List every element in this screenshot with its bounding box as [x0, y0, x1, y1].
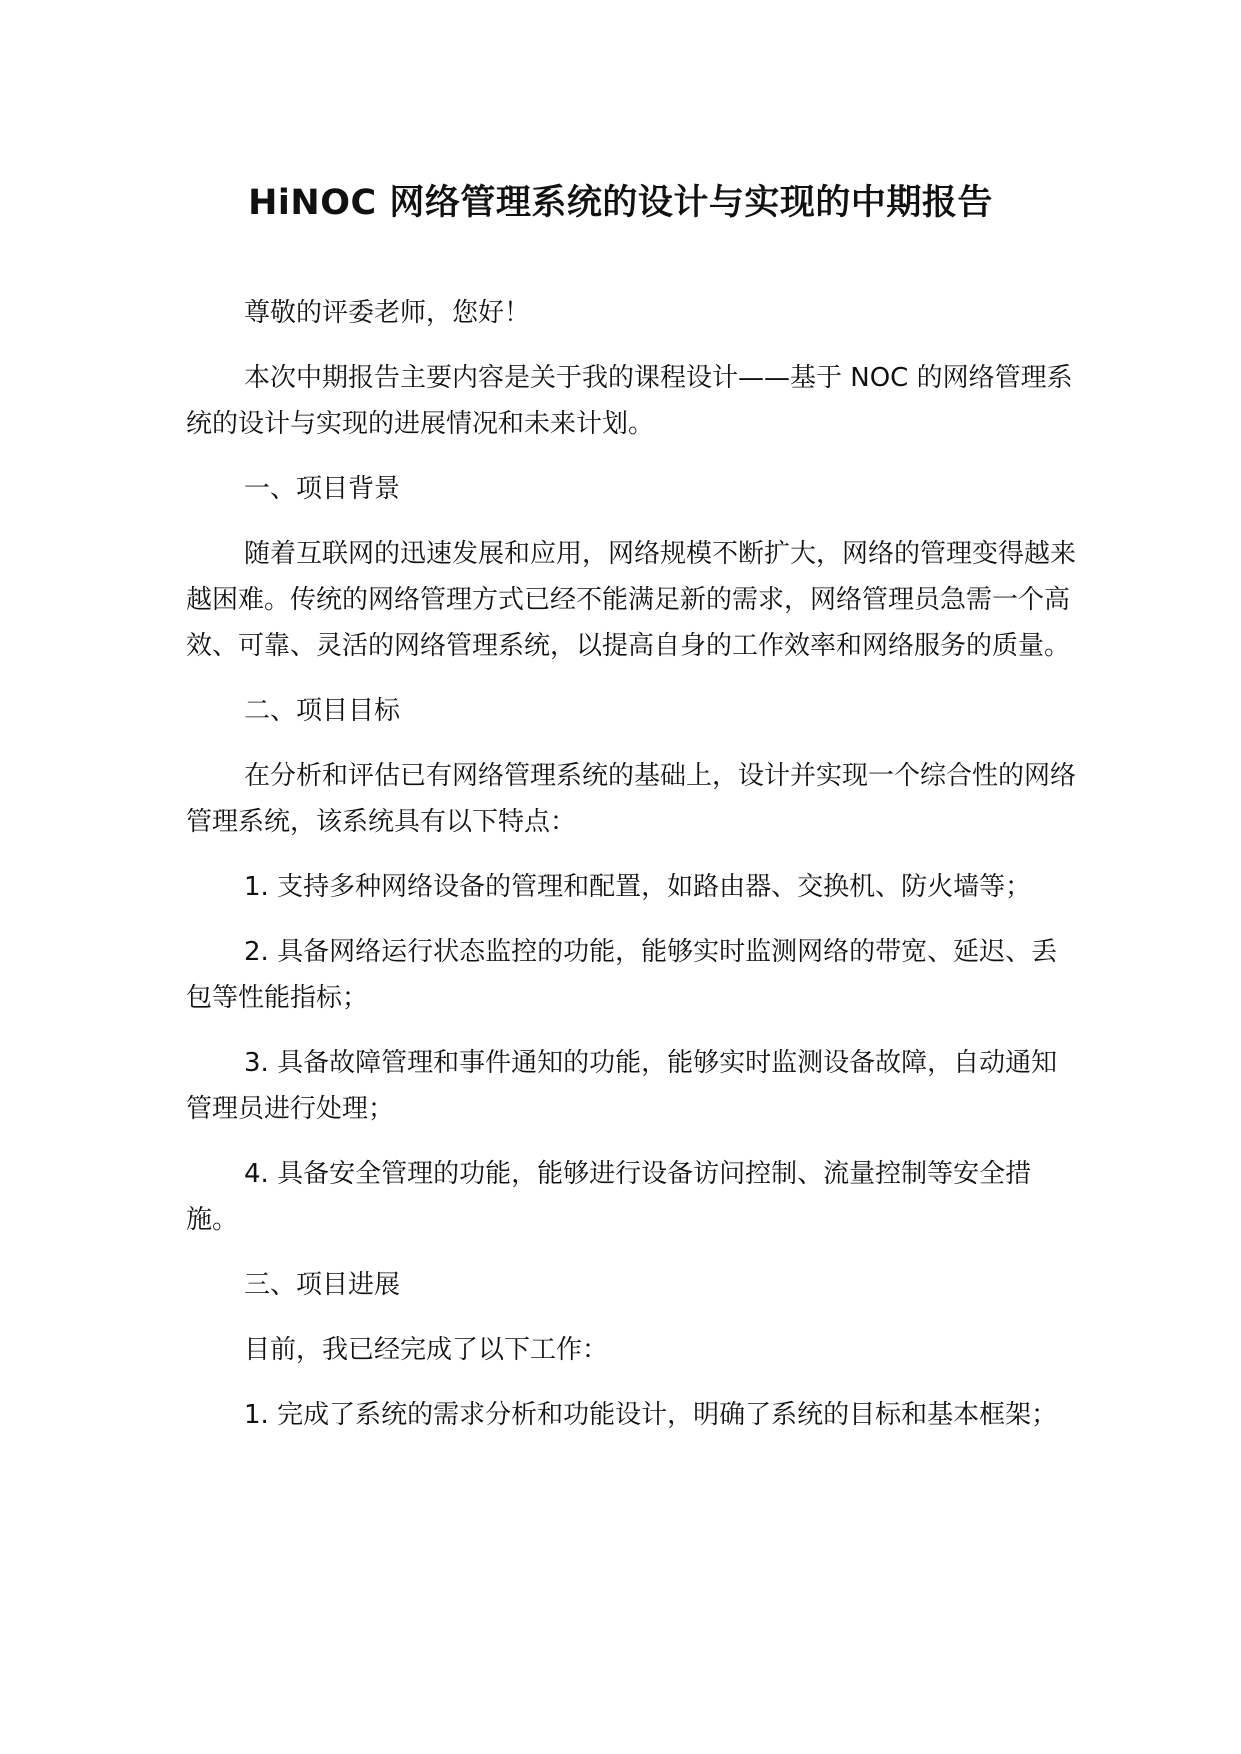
- section-heading-goals: 二、项目目标: [244, 696, 401, 726]
- section-heading-progress: 三、项目进展: [244, 1270, 401, 1300]
- goals-paragraph: 在分析和评估已有网络管理系统的基础上，设计并实现一个综合性的网络管理系统，该系统具有以下特点：: [186, 761, 1077, 837]
- document-body: [186, 290, 1076, 1457]
- goal-item-3: 3. 具备故障管理和事件通知的功能，能够实时监测设备故障，自动通知管理员进行处理；: [186, 1048, 1058, 1124]
- progress-item-1: 1. 完成了系统的需求分析和功能设计，明确了系统的目标和基本框架；: [244, 1400, 1058, 1430]
- background-paragraph: 随着互联网的迅速发展和应用，网络规模不断扩大，网络的管理变得越来越困难。传统的网络管理方式已经不能满足新的需求，网络管理员急需一个高效、可靠、灵活的网络管理系统，以提高自身的工作效率和网络服务的质量。: [186, 539, 1077, 661]
- greeting-paragraph: 尊敬的评委老师，您好！: [244, 298, 531, 328]
- goal-item-4: 4. 具备安全管理的功能，能够进行设备访问控制、流量控制等安全措施。: [186, 1159, 1032, 1235]
- goal-item-1: 1. 支持多种网络设备的管理和配置，如路由器、交换机、防火墙等；: [244, 872, 1032, 902]
- progress-intro-paragraph: 目前，我已经完成了以下工作：: [244, 1335, 609, 1365]
- document-title: HiNOC 网络管理系统的设计与实现的中期报告: [248, 183, 993, 223]
- goal-item-2: 2. 具备网络运行状态监控的功能，能够实时监测网络的带宽、延迟、丢包等性能指标；: [186, 937, 1058, 1013]
- intro-paragraph: 本次中期报告主要内容是关于我的课程设计——基于 NOC 的网络管理系统的设计与实现的进展情况和未来计划。: [186, 363, 1073, 439]
- section-heading-background: 一、项目背景: [244, 474, 401, 504]
